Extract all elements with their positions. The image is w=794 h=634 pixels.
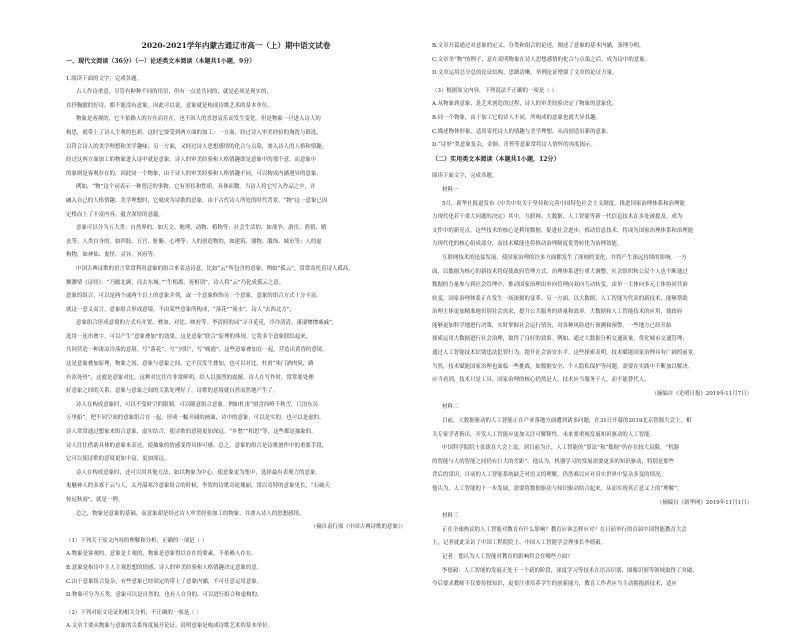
text-line: 文件中的新亮点。这些技术的核心是利用数据，促进社会进步，推动信息技术，将成为国家治理体系和治理能 [432, 227, 694, 234]
text-line: 能够更加科学地进行决策，实时掌握社会运行情况，对各种风险进行预测和预警。一些地方已经开始 [432, 322, 672, 329]
text-line: 古人作诗重意，尽管有种种不同的用语，但有一点是共同的，就是必须是现实的， [76, 89, 272, 96]
left-column [66, 40, 406, 634]
text-line: B.同一个物象，由于加工它的诗人不同，所构成的意象也就大异其趣。 [432, 114, 601, 121]
text-line: 目前，大数据驱动的人工智能正在产业落地方面遭到诸多问题，在31日开幕的2019北京智源大会上，相 [442, 418, 692, 425]
text-line: 例如，“物”这个词表示一种普泛的事物，它有形状和性质，具体而微。当诗人将它写入作品之中，并 [76, 184, 316, 191]
text-line: 就这一意义而言，意象组合形成意境，不由某些意象所构成，“落花”“流水”，诗人“去西北方”， [66, 306, 296, 313]
section-heading: （二）实用类文本阅读（本题共1小题，12分） [432, 155, 560, 163]
text-line: 他认为，人工智能的下一步发展，需要将数据驱动与知识驱动结合起来，从而实现真正意义上的“理解”。 [432, 486, 683, 492]
text-line: 上，记者就此采访了中国工程院院士、中国人工智能学会理事长李德毅。 [432, 540, 607, 547]
text-line: A.物象是客观的，意象是主观的，物象是意象得以存在的要素，不依赖人存在。 [66, 551, 257, 558]
text-line: C.描述物体形象，适用寄托诗人的情趣与美学理想，从而创造出新的意象。 [432, 128, 612, 135]
text-line: 以符合诗人的美学理想和美学趣味；另一方面，又经过诗人思想感情的化合与点染，渗入诗人的人格和情趣。 [66, 143, 328, 150]
text-line: D.物象可分为五类，意象可以是自然的，也有人自身的，可以进行组合和虚构的。 [66, 592, 263, 599]
text-line: 面，以数据为核心的新技术将促使政府管理方式、治理体系进行重大调整，社会组织和公民个人也不断通过 [432, 268, 688, 275]
text-line: 材料三 [442, 513, 459, 520]
text-line: 通过人工智能技术识别违法犯罪行为，提升社会治安水平。这些探索表明，技术赋能国家治理具有广阔的前景。 [432, 350, 699, 357]
source-citation: （摘编自《光明日报》2019年11月7日） [651, 390, 752, 397]
text-line: 背后的常识，目前的人工智能系统缺乏对语义的理解，仍然难以应对真实世界中复杂多变的情况。 [432, 472, 666, 479]
text-line: 经过这两方面加工的物象进入诗中就是意象。诗人的审美经验和人格情趣即是意象中的那个意，而意象中 [66, 157, 317, 164]
text-line: 力现代化的核心组成部分，而技术赋能也将推动治理制度优势转化为治理效能。 [432, 241, 623, 248]
text-line: （1）下列关于原文内容的理解和分析，正确的一项是（ ） [66, 537, 208, 544]
source-citation: （摘自袁行霈《中国古典诗歌的意象》） [310, 524, 406, 531]
text-line: 共同营造一种凄凉冷落的意境。写“落花”，写“夕阳”，写“晚霞”，这些意象叠加在一起，营造出黄昏的意境。 [66, 347, 328, 354]
text-line: 5月，新华社报道发布《中共中央关于坚持和完善中国特色社会主义制度，推进国家治理体系和治理能 [442, 200, 685, 207]
text-line: 1.阅读下面的文字，完成各题。 [66, 75, 142, 82]
text-line: 诗人往往借助具体的意象来表达，使抽象的情感变得具体可感。总之，意象的组合是诗歌创作中的重要手段， [66, 442, 328, 449]
text-line: 的智能与人的智能之间仍有巨大的差距”。他认为，机器学习的发展需要更多的知识驱动，特别是那些 [432, 458, 675, 465]
text-line: 意象的组合，可以是两个或两个以上的意象并列，或一个意象修饰另一个意象，意象的组合方式十分丰富。 [66, 293, 322, 300]
text-line: 关专家学者指出，开发人工智能应更加关注可解释性，未来要重视发展知识驱动的人工智能。 [432, 431, 656, 438]
text-line: C.文章举“物”的例子，意在说明物象在诗人思想感情的化合与点染之后，成为诗中的意象。 [432, 56, 651, 63]
text-line: 今后要求教师不仅要传授知识，更要注重培养学生的创新能力，教育工作者应当主动拥抱新技术，适应 [432, 581, 677, 588]
text-line: 力现代化若干重大问题的决定》其中，互联网、大数据、人工智能等新一代信息技术在多处被提及，成为 [432, 214, 683, 221]
source-citation: （摘编自《新华网》2019年11月1日） [656, 499, 752, 506]
text-line: 中国古典诗歌的语言常常利用意象的组合来表达诗意，比如“云”所包含的意象，例如“孤云”，常常寄托着诗人孤高， [76, 265, 354, 272]
text-line: 记者：您认为人工智能对教育的影响将会在哪些方面？ [442, 553, 573, 560]
text-line: 材料二 [442, 404, 459, 411]
text-line: 物象是客观的，它不依赖人的存在而存在，也不因人的喜怒哀乐而发生变化。但是物象一旦进入诗人的 [76, 116, 321, 123]
right-column [432, 40, 752, 592]
text-line: 构物，如神仙、鬼怪、灵异、冥府等。 [66, 252, 159, 259]
text-line: 定格而上了丰富内容，蕴含深厚的意蕴。 [66, 211, 164, 218]
text-line: 总之，物象是意象的基础，而意象却是经过诗人审美经验加工的物象，并渗入诗人的思想感情。 [76, 510, 305, 517]
text-line: 直抒胸臆的好诗，都不能没有意象。因此可以说，意象就是构成诗歌艺术的基本单位。 [66, 102, 273, 109]
text-line: 互联网技术的迅猛发展，使国家治理的许多方面都发生了深刻的变化，并将产生深远持续的影响。一方 [442, 254, 687, 261]
text-line: 治理主体更加精准地识别社会需求，提升公共服务的质量和效率。大数据和人工智能技术的应用，使政府 [432, 309, 683, 316]
text-line: C.由于意象组合复杂，有些意象已经固定的带上了意象内涵，不可任意运用意象。 [66, 578, 263, 585]
text-line: A.文章主要从物象与意象的关系角度展开论证，说明意象是构成诗歌艺术的基本单位。 [66, 623, 274, 630]
text-line: A.从物象到意象，是艺术创造的过程，诗人的审美经验决定了物象的意象化。 [432, 101, 618, 108]
text-line: 中国科学院院士张钹在大会上说，到目前为止，人工智能的“算法”和“数据”仍存在较大局限，“机器 [442, 445, 680, 452]
text-line: 的象则是客观存在的，因此同一个物象，由于诗人的审美经验和人格情趣不同，可以构成内涵迥异的意象。 [66, 170, 322, 177]
text-line: 意象可以分为五大类：自然界的，如天文、地理、动物、植物等；社会生活的，如战争、游宦、渔猎、婚 [76, 225, 327, 232]
text-line: 转变，国家治理体系正在发生一场深刻的变革。另一方面，以大数据、人工智能为代表的新技术，能够帮助 [432, 295, 688, 302]
text-line: 这是意象叠加原理，物象之间，意象与意象之间，它不仅发生叠加，也可以对比。杜甫“朱门酒肉臭，路 [66, 361, 314, 368]
text-line: 飘渺情《诗经》：“乃瞻北顾，而去东城。”“生相离，死相别”，诗人将“云”乃化成孤云之意。 [66, 279, 285, 286]
text-line: （3）根据原文内容，下列说法不正确的一项是（ ） [432, 87, 557, 94]
text-line: 融入自己的人格情趣、美学理想时，它就成为诗歌的意象。由于古代诗人所处的时代背景，“物”这一意象已因 [66, 197, 328, 204]
text-line: 鬼魅神人的多寡于云与人，太丹韶寒冷意象组合的时候，李贺的诗歌奇诡瑰丽，常以奇特的意象见长，“石破天 [66, 483, 330, 490]
section-heading: 一、现代文阅读（36分）（一）论述类文本阅读（本题共1小题，9分） [66, 58, 256, 65]
text-line: 万里船”，把不同空间的意象组合在一起，形成一幅开阔的画面，诗中的意象，可以是实的，也可以是虚的。 [66, 415, 325, 422]
text-line: 当然，技术赋能国家治理也面临一些挑战，如数据安全、个人隐私保护等问题，需要在实践中不断加以解决。 [432, 363, 694, 370]
text-line: 诗人在构成意象时，可以不受时空的限制，可以随意组合意象。例如杜甫“窗含西岭千秋雪，门泊东吴 [76, 401, 319, 408]
text-line: D.文章运用总分总的论证结构，思路清晰，举例论证增强了文章的论证力量。 [432, 70, 618, 77]
text-line: B.文章开篇通过对意象的定义、分类和组合的论述，阐述了意象的基本内涵，条理分明。 [432, 43, 645, 49]
text-line: 数据的力量参与到社会管理中，推动国家治理由单向管理向双向互动转变，由单一主体向多元主体协同共治 [432, 282, 688, 289]
text-line: 有冻死骨”，这就是意象对比。这种对比往往非常鲜明，给人以强烈的震撼。诗人在写作时，常常要处理 [66, 374, 314, 381]
text-line: （2）下列对原文论证的相关分析，不正确的一项是（ ） [66, 609, 202, 616]
text-line: 阅读下面文字，完成各题。 [432, 173, 498, 180]
text-line: 诗人在构成意象时，还可以用其他方法，如以物象为中心，使意象更为集中，选择最有表现力的意象。 [76, 469, 321, 476]
text-line: 应当看到，技术只是工具，国家治理的核心仍然是人，技术应当服务于人，而不能替代人。 [432, 377, 650, 384]
text-line: D.“诗形”类意象复杂，金铜、青苔等意象常将诗人情怀的再度揭示。 [432, 142, 596, 149]
text-line: 丧等；人类自身的，如四肢、五官、脏腑、心理等；人的创造物的，如建筑、器物、服饰、城市等；人的虚 [66, 238, 322, 245]
text-line: B.意象是指诗中主人主观思想的情感，诗人的审美经验和人格情趣决定意象的意。 [66, 564, 263, 571]
text-line: 构思，就带上了诗人主观的色彩。这时它要受到两方面的加工：一方面，经过诗人审美经验的淘洗与筛选， [66, 129, 322, 136]
text-line: 好意象之间的关系，意象与意象之间的关系处理好了，诗歌的意境就自然而然地产生了。 [66, 388, 279, 395]
text-line: 惊逗秋雨”，就是一例。 [66, 497, 124, 503]
text-line: 意象组合形成意境的方式有并置、叠加、对比、映衬等。李清照的词“寻寻觅觅，冷冷清清，凄凄惨惨戚戚”， [76, 320, 338, 327]
text-line: 李德毅：人工智能的发展正处于一个新的阶段，深度学习等技术在语音识别、图像识别等领域取得了突破， [442, 567, 698, 574]
text-line: 诗人常常通过想象来组合意象，虚实结合，使诗歌的意境更加深远。“乡愁”“相思”等，这些都是抽象的。 [66, 429, 317, 436]
text-line: 选用一连串叠字，可以产生“意象叠加”的效果。这是意象“联合”原理的体现。它将多个意象联结起来， [66, 333, 312, 340]
text-line: 它可以使诗歌的意境更加丰富，更加深远。 [66, 456, 170, 463]
text-line: 材料一 [442, 186, 459, 193]
text-line: 正在全球热议的人工智能对教育有什么影响？教育应该怎样应对？在日前举行的首届中国智能教育大会 [442, 526, 687, 533]
page-title: 2020-2021学年内蒙古通辽市高一（上）期中语文试卷 [141, 41, 331, 50]
text-line: 探索运用大数据进行社会治理，取得了良好的效果。例如，通过大数据分析交通流量，优化城市交通管理； [432, 336, 688, 343]
